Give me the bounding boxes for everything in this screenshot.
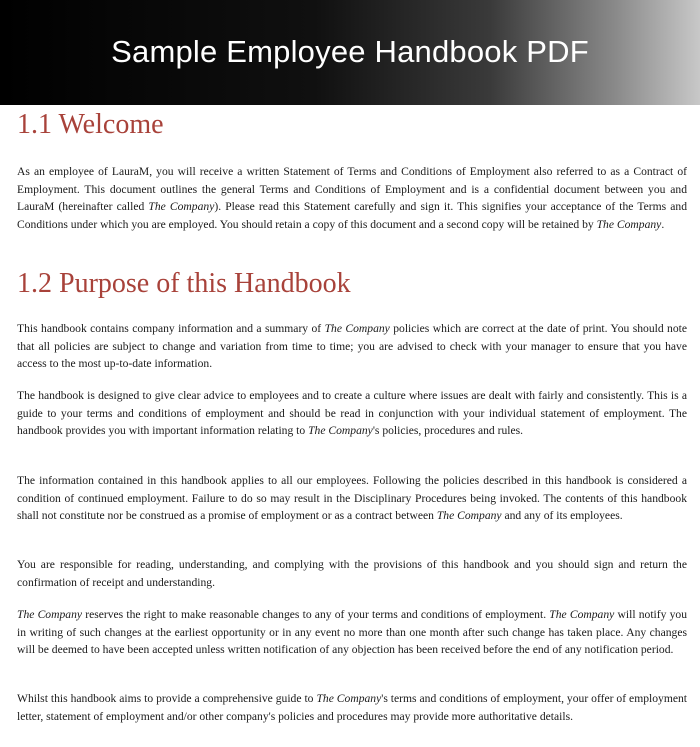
paragraph-welcome: As an employee of LauraM, you will receive a written Statement of Terms and Conditions of Employment also referred to as a Contract of Employment. This document outlines the general Terms and Conditions of Employment and is a confidential document between you and LauraM (hereinafter called The Company). Please read this Statement carefully and sign it. This signifies your acceptance of the Terms and Conditions under which you are employed. You should retain a copy of this document and a second copy will be retained by The Company. — [17, 165, 687, 231]
title-banner — [0, 0, 700, 105]
paragraph-purpose-5: The Company reserves the right to make reasonable changes to any of your terms and conditions of employment. The Company will notify you in writing of such changes at the earliest opportunity or in any event no more than one month after such change has taken place. Any changes will be deemed to have been accepted unless written notification of any objection has been received before the end of any notification period. — [17, 608, 687, 657]
paragraph-purpose-2: The handbook is designed to give clear advice to employees and to create a culture where issues are dealt with fairly and consistently. This is a guide to your terms and conditions of employment and should be read in conjunction with your individual statement of employment. The handbook provides you with important information relating to The Company's policies, procedures and rules. — [17, 389, 687, 438]
section-heading-welcome: 1.1 Welcome — [17, 109, 164, 140]
company-name-emphasis: The Company — [148, 200, 215, 214]
company-name-emphasis: The Company — [316, 692, 382, 705]
company-name-emphasis: The Company — [596, 217, 662, 231]
paragraph-purpose-4: You are responsible for reading, understanding, and complying with the provisions of this handbook and you should sign and return the confirmation of receipt and understanding. — [17, 558, 687, 589]
section-heading-purpose: 1.2 Purpose of this Handbook — [17, 268, 351, 299]
company-name-emphasis: The Company — [324, 322, 390, 335]
paragraph-purpose-6: Whilst this handbook aims to provide a comprehensive guide to The Company's terms and conditions of employment, your offer of employment letter, statement of employment and/or other company's policies and procedures may provide more authoritative details. — [17, 692, 688, 723]
company-name-emphasis: The Company — [436, 509, 502, 523]
company-name-emphasis: The Company — [308, 424, 373, 438]
paragraph-purpose-1: This handbook contains company information and a summary of The Company policies which are correct at the date of print. You should note that all policies are subject to change and variation from time to time; you are advised to check with your manager to ensure that you have access to the most up-to-date information. — [17, 322, 688, 371]
paragraph-purpose-3: The information contained in this handbook applies to all our employees. Following the policies described in this handbook is considered a condition of continued employment. Failure to do so may result in the Disciplinary Procedures being invoked. The contents of this handbook shall not constitute nor be construed as a promise of employment or as a contract between The Company and any of its employees. — [17, 474, 687, 523]
company-name-emphasis: The Company — [17, 608, 83, 621]
banner-title: Sample Employee Handbook PDF — [111, 33, 589, 69]
company-name-emphasis: The Company — [549, 608, 615, 621]
